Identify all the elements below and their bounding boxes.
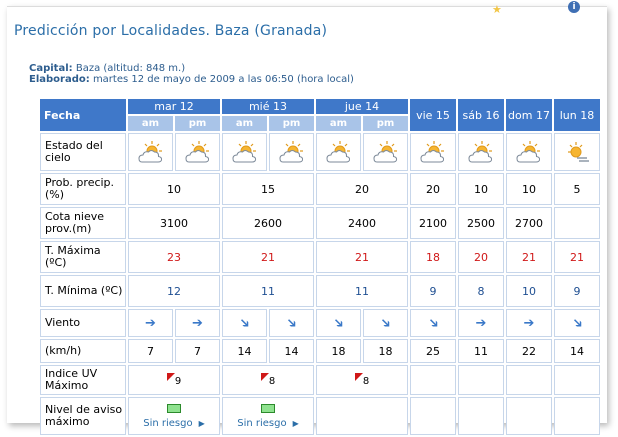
fecha-header: Fecha [40,99,126,131]
row-label-uv: Indice UV Máximo [40,365,126,395]
kmh-cell: 14 [222,339,267,363]
wind-southeast-arrow-icon: ➔ [282,313,301,333]
aviso-cell-empty [506,397,552,435]
tmin-cell: 11 [316,275,408,307]
precip-cell: 10 [506,173,552,205]
wind-cell [128,309,173,337]
aviso-cell[interactable] [222,397,314,435]
sky-cell [506,133,552,171]
capital-label: Capital: [29,63,73,74]
tmax-cell: 23 [128,241,220,273]
forecast-panel [7,2,607,429]
sky-cell [363,133,408,171]
row-label-cota: Cota nieve prov.(m) [40,207,126,239]
uv-cell [128,365,220,395]
sky-cell [554,133,600,171]
day-header-mie13: mié 13 [222,99,314,114]
wind-cell [458,309,504,337]
am-header: am [128,116,173,131]
tmax-cell: 21 [554,241,600,273]
capital-line [29,63,185,74]
wind-southeast-arrow-icon: ➔ [376,313,395,333]
cota-cell: 2700 [506,207,552,239]
wind-cell [410,309,456,337]
kmh-cell: 11 [458,339,504,363]
kmh-cell: 14 [554,339,600,363]
sky-cell [316,133,361,171]
precip-cell: 15 [222,173,314,205]
uv-flag-icon [167,373,175,381]
partly-cloudy-icon [230,138,260,166]
aviso-cell-empty [554,397,600,435]
wind-cell [316,309,361,337]
tmax-cell: 21 [506,241,552,273]
elaborado-label: Elaborado: [29,74,90,85]
aviso-cell-empty [410,397,456,435]
day-header-vie15: vie 15 [410,99,456,131]
uv-value: 8 [362,375,370,387]
cota-cell: 3100 [128,207,220,239]
kmh-cell: 18 [316,339,361,363]
elaborado-value: martes 12 de mayo de 2009 a las 06:50 (hora local) [92,74,354,85]
aviso-cell-empty [458,397,504,435]
uv-cell [222,365,314,395]
tmax-cell: 21 [222,241,314,273]
wind-cell [363,309,408,337]
partly-cloudy-icon [136,138,166,166]
day-header-dom17: dom 17 [506,99,552,131]
sun-haze-icon [562,138,592,166]
forecast-table [38,97,602,437]
cota-cell: 2400 [316,207,408,239]
uv-cell-empty [410,365,456,395]
tmin-cell: 11 [222,275,314,307]
cota-cell: 2600 [222,207,314,239]
elaborado-line [29,74,354,85]
tmin-cell: 9 [554,275,600,307]
wind-cell [269,309,314,337]
sky-cell [410,133,456,171]
caret-right-icon[interactable]: ▶ [198,418,205,428]
wind-southeast-arrow-icon: ➔ [235,313,254,333]
pm-header: pm [363,116,408,131]
uv-cell [316,365,408,395]
kmh-cell: 18 [363,339,408,363]
page-title: Predicción por Localidades. Baza (Granada) [14,23,328,39]
kmh-cell: 25 [410,339,456,363]
precip-cell: 20 [410,173,456,205]
row-label-aviso: Nivel de aviso máximo [40,397,126,435]
tmax-cell: 21 [316,241,408,273]
star-icon[interactable]: ★ [492,3,502,16]
am-header: am [316,116,361,131]
tmax-cell: 18 [410,241,456,273]
row-label-estado: Estado del cielo [40,133,126,171]
tmin-cell: 9 [410,275,456,307]
green-level-icon [167,404,181,413]
row-label-viento: Viento [40,309,126,337]
tmin-cell: 12 [128,275,220,307]
uv-value: 8 [268,375,276,387]
precip-cell: 5 [554,173,600,205]
kmh-cell: 22 [506,339,552,363]
am-header: am [222,116,267,131]
green-level-icon [261,404,275,413]
cota-cell: 2100 [410,207,456,239]
row-label-precip: Prob. precip.(%) [40,173,126,205]
pm-header: pm [175,116,220,131]
sky-cell [269,133,314,171]
wind-east-arrow-icon: ➔ [192,315,203,331]
caret-right-icon[interactable]: ▶ [292,418,299,428]
uv-cell-empty [506,365,552,395]
wind-cell [222,309,267,337]
wind-cell [554,309,600,337]
wind-cell [175,309,220,337]
uv-cell-empty [458,365,504,395]
partly-cloudy-icon [183,138,213,166]
kmh-cell: 7 [128,339,173,363]
wind-east-arrow-icon: ➔ [145,315,156,331]
sky-cell [222,133,267,171]
aviso-cell-empty [316,397,408,435]
cota-cell [554,207,600,239]
day-header-jue14: jue 14 [316,99,408,114]
uv-flag-icon [261,373,269,381]
wind-southeast-arrow-icon: ➔ [329,313,348,333]
tmax-cell: 20 [458,241,504,273]
aviso-link[interactable]: Sin riesgo [237,417,287,429]
partly-cloudy-icon [371,138,401,166]
pm-header: pm [269,116,314,131]
day-header-mar12: mar 12 [128,99,220,114]
partly-cloudy-icon [324,138,354,166]
tmin-cell: 8 [458,275,504,307]
info-icon[interactable]: i [568,1,580,13]
kmh-cell: 14 [269,339,314,363]
sky-cell [458,133,504,171]
partly-cloudy-icon [514,138,544,166]
precip-cell: 10 [458,173,504,205]
capital-value: Baza (altitud: 848 m.) [75,63,186,74]
kmh-cell: 7 [175,339,220,363]
wind-southeast-arrow-icon: ➔ [423,313,443,333]
wind-east-arrow-icon: ➔ [475,315,487,331]
wind-cell [506,309,552,337]
sky-cell [175,133,220,171]
uv-value: 9 [174,375,182,387]
partly-cloudy-icon [466,138,496,166]
uv-flag-icon [355,373,363,381]
uv-cell-empty [554,365,600,395]
partly-cloudy-icon [418,138,448,166]
aviso-link[interactable]: Sin riesgo [143,417,193,429]
wind-southeast-arrow-icon: ➔ [567,313,587,333]
wind-east-arrow-icon: ➔ [523,315,535,331]
precip-cell: 20 [316,173,408,205]
tmin-cell: 10 [506,275,552,307]
precip-cell: 10 [128,173,220,205]
row-label-tmax: T. Máxima (ºC) [40,241,126,273]
partly-cloudy-icon [277,138,307,166]
day-header-sab16: sáb 16 [458,99,504,131]
day-header-lun18: lun 18 [554,99,600,131]
aviso-cell[interactable] [128,397,220,435]
row-label-kmh: (km/h) [40,339,126,363]
row-label-tmin: T. Mínima (ºC) [40,275,126,307]
sky-cell [128,133,173,171]
cota-cell: 2500 [458,207,504,239]
